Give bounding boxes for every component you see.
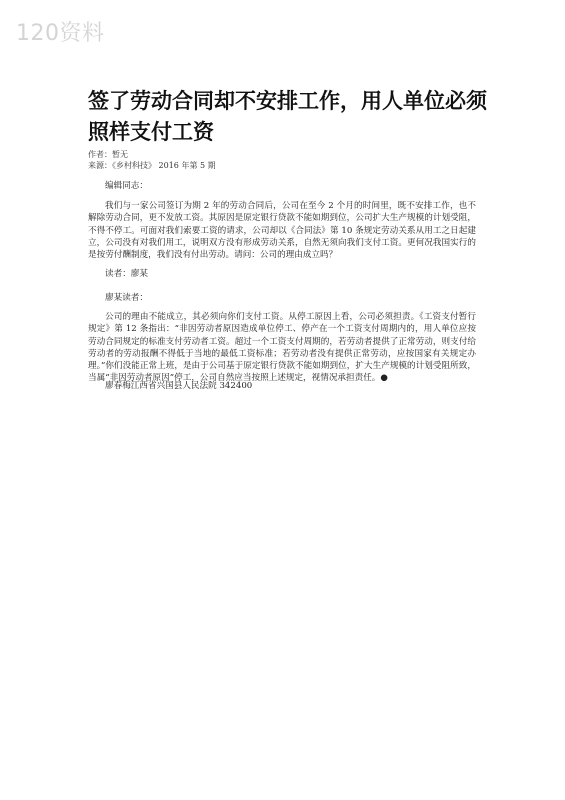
article-meta: [88, 149, 216, 171]
reader-signature: 读者：廖某: [105, 269, 148, 279]
reply-salutation: 廖某读者：: [105, 293, 148, 303]
author-line: 作者：暂无: [88, 150, 128, 159]
reader-question: 我们与一家公司签订为期 2 年的劳动合同后，公司在至今 2 个月的时间里，既不安排工作，也不解除劳动合同，更不发放工资。其原因是原定银行贷款不能如期到位，公司扩大生产规模的计划受阻，不得不停工。可面对我们索要工资的请求，公司却以《合同法》第 10 条规定劳动关系从用工之日起建立，公司没有对我们用工，说明双方没有形成劳动关系，自然无须向我们支付工资。更何况我国实行的是按劳付酬制度，我们没有付出劳动。请问：公司的理由成立吗？: [88, 201, 476, 261]
salutation: 编辑同志：: [105, 181, 148, 191]
article-title: 签了劳动合同却不安排工作，用人单位必须照样支付工资: [88, 89, 487, 144]
watermark-logo: 120资料: [16, 21, 105, 46]
reply-signature: 廖春梅江西省兴国县人民法院 342400: [105, 381, 253, 391]
reply-body: 公司的理由不能成立，其必须向你们支付工资。从停工原因上看，公司必须担责。《工资支付暂行规定》第 12 条指出：“非因劳动者原因造成单位停工、停产在一个工资支付周期内的，用人单位应按劳动合同规定的标准支付劳动者工资。超过一个工资支付周期的，若劳动者提供了正常劳动，则支付给劳动者的劳动报酬不得低于当地的最低工资标准；若劳动者没有提供正常劳动，应按国家有关规定办理。”你们没能正常上班，是由于公司基于原定银行贷款不能如期到位，扩大生产规模的计划受阻所致，当属“非因劳动者原因”停工，公司自然应当按照上述规定，视情况承担责任。●: [88, 312, 476, 384]
source-line: 来源：《乡村科技》 2016 年第 5 期: [88, 161, 216, 170]
